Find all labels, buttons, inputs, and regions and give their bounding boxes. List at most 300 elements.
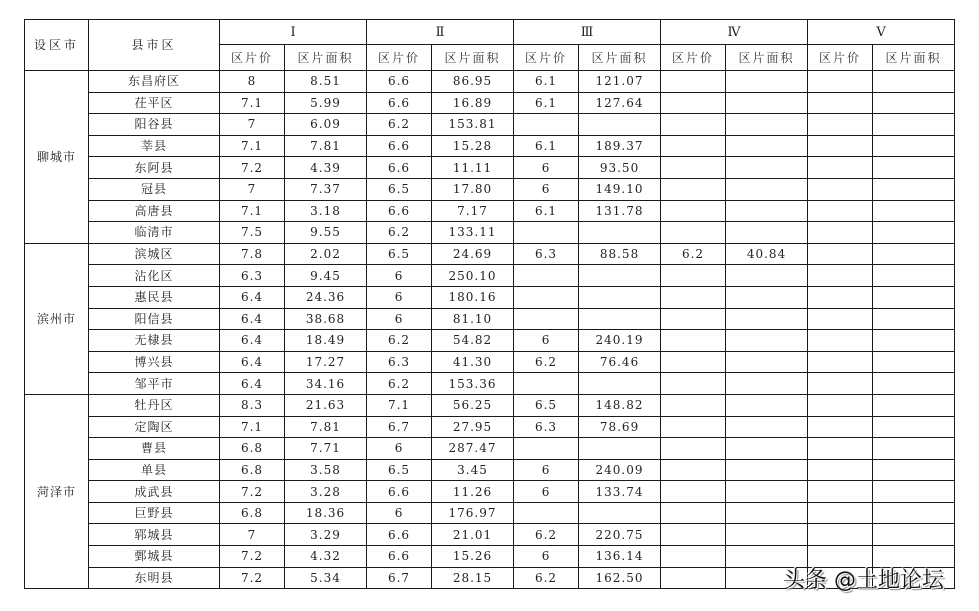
price-cell: [661, 524, 726, 546]
area-cell: [579, 265, 661, 287]
header-row-grades: [25, 20, 955, 45]
price-cell: [808, 416, 873, 438]
land-price-table: [24, 19, 955, 589]
price-cell: 7.2: [220, 157, 285, 179]
price-cell: [661, 481, 726, 503]
price-cell: 6: [367, 502, 432, 524]
area-cell: 15.28: [432, 135, 514, 157]
area-cell: 15.26: [432, 546, 514, 568]
area-cell: [726, 351, 808, 373]
area-cell: [873, 178, 955, 200]
price-cell: [661, 157, 726, 179]
price-cell: 6.5: [367, 243, 432, 265]
price-cell: [808, 178, 873, 200]
price-cell: [808, 308, 873, 330]
area-cell: [873, 222, 955, 244]
area-cell: 17.27: [285, 351, 367, 373]
area-cell: [873, 502, 955, 524]
price-cell: 6.4: [220, 351, 285, 373]
area-cell: [873, 481, 955, 503]
table-row: [25, 157, 955, 179]
price-cell: 6.2: [661, 243, 726, 265]
county-cell: 牡丹区: [89, 394, 220, 416]
price-cell: 7.2: [220, 567, 285, 589]
county-cell: 茌平区: [89, 92, 220, 114]
area-cell: [726, 200, 808, 222]
area-cell: [579, 438, 661, 460]
area-cell: 86.95: [432, 71, 514, 93]
area-cell: 88.58: [579, 243, 661, 265]
price-cell: [661, 438, 726, 460]
county-cell: 邹平市: [89, 373, 220, 395]
price-cell: 7.1: [367, 394, 432, 416]
area-cell: [579, 222, 661, 244]
area-cell: [873, 200, 955, 222]
area-cell: [873, 373, 955, 395]
city-cell: 菏泽市: [25, 394, 89, 588]
price-cell: [808, 438, 873, 460]
price-cell: [514, 308, 579, 330]
area-cell: [873, 308, 955, 330]
area-cell: [726, 135, 808, 157]
area-cell: [726, 222, 808, 244]
header-price: 区片价: [514, 45, 579, 71]
price-cell: 6: [367, 438, 432, 460]
area-cell: [579, 373, 661, 395]
header-county: 县市区: [89, 20, 220, 71]
area-cell: [726, 178, 808, 200]
price-cell: [808, 286, 873, 308]
price-cell: [661, 308, 726, 330]
area-cell: 24.69: [432, 243, 514, 265]
county-cell: 成武县: [89, 481, 220, 503]
county-cell: 鄄城县: [89, 546, 220, 568]
table-row: [25, 200, 955, 222]
area-cell: 81.10: [432, 308, 514, 330]
price-cell: 6.4: [220, 308, 285, 330]
price-cell: 6.4: [220, 373, 285, 395]
area-cell: 136.14: [579, 546, 661, 568]
header-area: 区片面积: [432, 45, 514, 71]
area-cell: 18.36: [285, 502, 367, 524]
price-cell: 7.1: [220, 416, 285, 438]
price-cell: [514, 438, 579, 460]
price-cell: 6.6: [367, 71, 432, 93]
county-cell: 郓城县: [89, 524, 220, 546]
price-cell: 6: [367, 308, 432, 330]
area-cell: 220.75: [579, 524, 661, 546]
price-cell: 6: [514, 330, 579, 352]
area-cell: 7.37: [285, 178, 367, 200]
price-cell: [808, 157, 873, 179]
area-cell: 6.09: [285, 114, 367, 136]
price-cell: 8.3: [220, 394, 285, 416]
area-cell: 5.34: [285, 567, 367, 589]
header-area: 区片面积: [873, 45, 955, 71]
price-cell: 6.2: [514, 351, 579, 373]
price-cell: 6.8: [220, 459, 285, 481]
area-cell: 21.01: [432, 524, 514, 546]
price-cell: [808, 481, 873, 503]
header-price: 区片价: [367, 45, 432, 71]
county-cell: 定陶区: [89, 416, 220, 438]
area-cell: [873, 351, 955, 373]
table-row: [25, 286, 955, 308]
header-area: 区片面积: [726, 45, 808, 71]
price-cell: 6.5: [367, 459, 432, 481]
area-cell: [873, 459, 955, 481]
price-cell: [808, 394, 873, 416]
price-cell: [808, 373, 873, 395]
price-cell: 6.2: [367, 114, 432, 136]
city-cell: 聊城市: [25, 71, 89, 244]
area-cell: [726, 308, 808, 330]
area-cell: [873, 114, 955, 136]
area-cell: 121.07: [579, 71, 661, 93]
area-cell: [579, 286, 661, 308]
price-cell: 7.1: [220, 200, 285, 222]
area-cell: [873, 265, 955, 287]
price-cell: 6.4: [220, 330, 285, 352]
area-cell: [726, 92, 808, 114]
price-cell: [661, 567, 726, 589]
price-cell: 6: [367, 265, 432, 287]
price-cell: 7.2: [220, 546, 285, 568]
table-row: [25, 373, 955, 395]
price-cell: [661, 286, 726, 308]
price-cell: 6.6: [367, 481, 432, 503]
price-cell: [514, 373, 579, 395]
table-body: [25, 71, 955, 589]
area-cell: 4.39: [285, 157, 367, 179]
area-cell: [873, 438, 955, 460]
header-area: 区片面积: [579, 45, 661, 71]
price-cell: [661, 546, 726, 568]
table-row: [25, 222, 955, 244]
city-cell: 滨州市: [25, 243, 89, 394]
area-cell: 3.45: [432, 459, 514, 481]
area-cell: [873, 416, 955, 438]
price-cell: [661, 71, 726, 93]
table-header: [25, 20, 955, 71]
county-cell: 临清市: [89, 222, 220, 244]
area-cell: 189.37: [579, 135, 661, 157]
header-grade-4: Ⅳ: [661, 20, 808, 45]
area-cell: 34.16: [285, 373, 367, 395]
price-cell: 6.2: [514, 567, 579, 589]
price-cell: 7.1: [220, 135, 285, 157]
area-cell: 21.63: [285, 394, 367, 416]
price-cell: 7.2: [220, 481, 285, 503]
price-cell: 6: [514, 178, 579, 200]
area-cell: 9.55: [285, 222, 367, 244]
area-cell: [726, 459, 808, 481]
price-cell: [808, 92, 873, 114]
price-cell: 6.3: [367, 351, 432, 373]
area-cell: [726, 502, 808, 524]
price-cell: 6.4: [220, 286, 285, 308]
price-cell: 7.5: [220, 222, 285, 244]
county-cell: 东阿县: [89, 157, 220, 179]
price-cell: 6: [514, 157, 579, 179]
price-cell: [661, 351, 726, 373]
price-cell: 6.1: [514, 92, 579, 114]
county-cell: 无棣县: [89, 330, 220, 352]
area-cell: 153.36: [432, 373, 514, 395]
price-cell: [808, 330, 873, 352]
area-cell: 11.11: [432, 157, 514, 179]
table-row: [25, 265, 955, 287]
price-cell: [661, 502, 726, 524]
county-cell: 博兴县: [89, 351, 220, 373]
price-cell: [514, 502, 579, 524]
price-cell: 6.1: [514, 135, 579, 157]
price-cell: 7.1: [220, 92, 285, 114]
price-cell: [514, 222, 579, 244]
area-cell: 3.28: [285, 481, 367, 503]
header-grade-5: Ⅴ: [808, 20, 955, 45]
price-cell: [808, 243, 873, 265]
table-row: [25, 178, 955, 200]
table-row: [25, 114, 955, 136]
table-row: [25, 502, 955, 524]
price-cell: 7: [220, 524, 285, 546]
price-cell: [661, 200, 726, 222]
header-grade-2: Ⅱ: [367, 20, 514, 45]
table-row: [25, 416, 955, 438]
area-cell: 133.11: [432, 222, 514, 244]
price-cell: 6.6: [367, 524, 432, 546]
table-row: [25, 308, 955, 330]
area-cell: [726, 157, 808, 179]
table-row: [25, 459, 955, 481]
area-cell: [873, 394, 955, 416]
area-cell: [726, 71, 808, 93]
area-cell: [873, 135, 955, 157]
table-row: [25, 135, 955, 157]
price-cell: 6: [514, 546, 579, 568]
area-cell: 240.09: [579, 459, 661, 481]
county-cell: 阳谷县: [89, 114, 220, 136]
price-cell: [661, 416, 726, 438]
area-cell: [726, 286, 808, 308]
price-cell: 6.6: [367, 546, 432, 568]
price-cell: 6.7: [367, 567, 432, 589]
price-cell: 6.6: [367, 200, 432, 222]
price-cell: 6.1: [514, 200, 579, 222]
price-cell: 6.2: [367, 222, 432, 244]
area-cell: 250.10: [432, 265, 514, 287]
price-cell: 6: [367, 286, 432, 308]
table-row: [25, 330, 955, 352]
county-cell: 高唐县: [89, 200, 220, 222]
area-cell: [579, 502, 661, 524]
watermark: 头条 @土地论坛: [783, 568, 944, 593]
county-cell: 滨城区: [89, 243, 220, 265]
area-cell: 93.50: [579, 157, 661, 179]
area-cell: 3.29: [285, 524, 367, 546]
price-cell: 6.3: [514, 243, 579, 265]
table-row: [25, 524, 955, 546]
area-cell: 7.71: [285, 438, 367, 460]
price-cell: [808, 114, 873, 136]
area-cell: 240.19: [579, 330, 661, 352]
county-cell: 阳信县: [89, 308, 220, 330]
price-cell: 6.2: [367, 373, 432, 395]
table-row: [25, 481, 955, 503]
price-cell: [808, 351, 873, 373]
price-cell: 6.6: [367, 92, 432, 114]
header-grade-1: Ⅰ: [220, 20, 367, 45]
area-cell: [726, 481, 808, 503]
area-cell: 54.82: [432, 330, 514, 352]
area-cell: 40.84: [726, 243, 808, 265]
area-cell: 76.46: [579, 351, 661, 373]
price-cell: 6.1: [514, 71, 579, 93]
area-cell: [726, 373, 808, 395]
area-cell: 148.82: [579, 394, 661, 416]
price-cell: [808, 502, 873, 524]
price-cell: [661, 373, 726, 395]
price-cell: 7.8: [220, 243, 285, 265]
area-cell: 7.81: [285, 135, 367, 157]
price-cell: [514, 286, 579, 308]
price-cell: [661, 92, 726, 114]
area-cell: 7.81: [285, 416, 367, 438]
price-cell: 6.6: [367, 157, 432, 179]
header-city: 设区市: [25, 20, 89, 71]
area-cell: 18.49: [285, 330, 367, 352]
area-cell: 176.97: [432, 502, 514, 524]
table-row: [25, 71, 955, 93]
price-cell: 6.5: [367, 178, 432, 200]
county-cell: 东明县: [89, 567, 220, 589]
area-cell: [726, 394, 808, 416]
county-cell: 曹县: [89, 438, 220, 460]
price-cell: [661, 114, 726, 136]
price-cell: [661, 178, 726, 200]
area-cell: [873, 157, 955, 179]
price-cell: [808, 265, 873, 287]
area-cell: [873, 71, 955, 93]
area-cell: 3.58: [285, 459, 367, 481]
area-cell: 7.17: [432, 200, 514, 222]
price-cell: [661, 394, 726, 416]
area-cell: 41.30: [432, 351, 514, 373]
table-row: [25, 394, 955, 416]
price-cell: 6: [514, 459, 579, 481]
price-cell: 6: [514, 481, 579, 503]
price-cell: 7: [220, 114, 285, 136]
table-row: [25, 438, 955, 460]
price-cell: 6.2: [367, 330, 432, 352]
price-cell: 6.3: [514, 416, 579, 438]
price-cell: [808, 524, 873, 546]
area-cell: [726, 330, 808, 352]
area-cell: [726, 524, 808, 546]
area-cell: 133.74: [579, 481, 661, 503]
county-cell: 单县: [89, 459, 220, 481]
price-cell: [661, 459, 726, 481]
county-cell: 莘县: [89, 135, 220, 157]
price-cell: 6.5: [514, 394, 579, 416]
area-cell: 3.18: [285, 200, 367, 222]
area-cell: [579, 114, 661, 136]
price-cell: [808, 459, 873, 481]
price-cell: [661, 265, 726, 287]
area-cell: 4.32: [285, 546, 367, 568]
area-cell: 9.45: [285, 265, 367, 287]
area-cell: 24.36: [285, 286, 367, 308]
area-cell: [726, 114, 808, 136]
header-price: 区片价: [220, 45, 285, 71]
price-cell: 6.8: [220, 438, 285, 460]
area-cell: [873, 286, 955, 308]
price-cell: [808, 135, 873, 157]
area-cell: 180.16: [432, 286, 514, 308]
price-cell: [808, 71, 873, 93]
area-cell: 16.89: [432, 92, 514, 114]
price-cell: 8: [220, 71, 285, 93]
header-price: 区片价: [661, 45, 726, 71]
area-cell: 8.51: [285, 71, 367, 93]
price-cell: [808, 200, 873, 222]
county-cell: 沾化区: [89, 265, 220, 287]
area-cell: [579, 308, 661, 330]
area-cell: [726, 265, 808, 287]
area-cell: [726, 438, 808, 460]
area-cell: 2.02: [285, 243, 367, 265]
area-cell: 56.25: [432, 394, 514, 416]
price-cell: 6.2: [514, 524, 579, 546]
table-row: [25, 243, 955, 265]
price-cell: [514, 265, 579, 287]
area-cell: 17.80: [432, 178, 514, 200]
area-cell: 11.26: [432, 481, 514, 503]
header-price: 区片价: [808, 45, 873, 71]
header-grade-3: Ⅲ: [514, 20, 661, 45]
area-cell: 131.78: [579, 200, 661, 222]
table-row: [25, 92, 955, 114]
header-area: 区片面积: [285, 45, 367, 71]
area-cell: 5.99: [285, 92, 367, 114]
area-cell: 78.69: [579, 416, 661, 438]
area-cell: [873, 330, 955, 352]
price-cell: 6.7: [367, 416, 432, 438]
area-cell: 287.47: [432, 438, 514, 460]
price-cell: [661, 330, 726, 352]
table-row: [25, 351, 955, 373]
price-cell: [808, 222, 873, 244]
area-cell: [726, 416, 808, 438]
area-cell: 127.64: [579, 92, 661, 114]
area-cell: [873, 92, 955, 114]
county-cell: 冠县: [89, 178, 220, 200]
area-cell: [873, 524, 955, 546]
area-cell: 28.15: [432, 567, 514, 589]
county-cell: 巨野县: [89, 502, 220, 524]
price-cell: [661, 135, 726, 157]
price-cell: 6.6: [367, 135, 432, 157]
county-cell: 东昌府区: [89, 71, 220, 93]
county-cell: 惠民县: [89, 286, 220, 308]
area-cell: 38.68: [285, 308, 367, 330]
price-cell: [661, 222, 726, 244]
area-cell: [873, 243, 955, 265]
area-cell: 27.95: [432, 416, 514, 438]
area-cell: 162.50: [579, 567, 661, 589]
area-cell: 153.81: [432, 114, 514, 136]
